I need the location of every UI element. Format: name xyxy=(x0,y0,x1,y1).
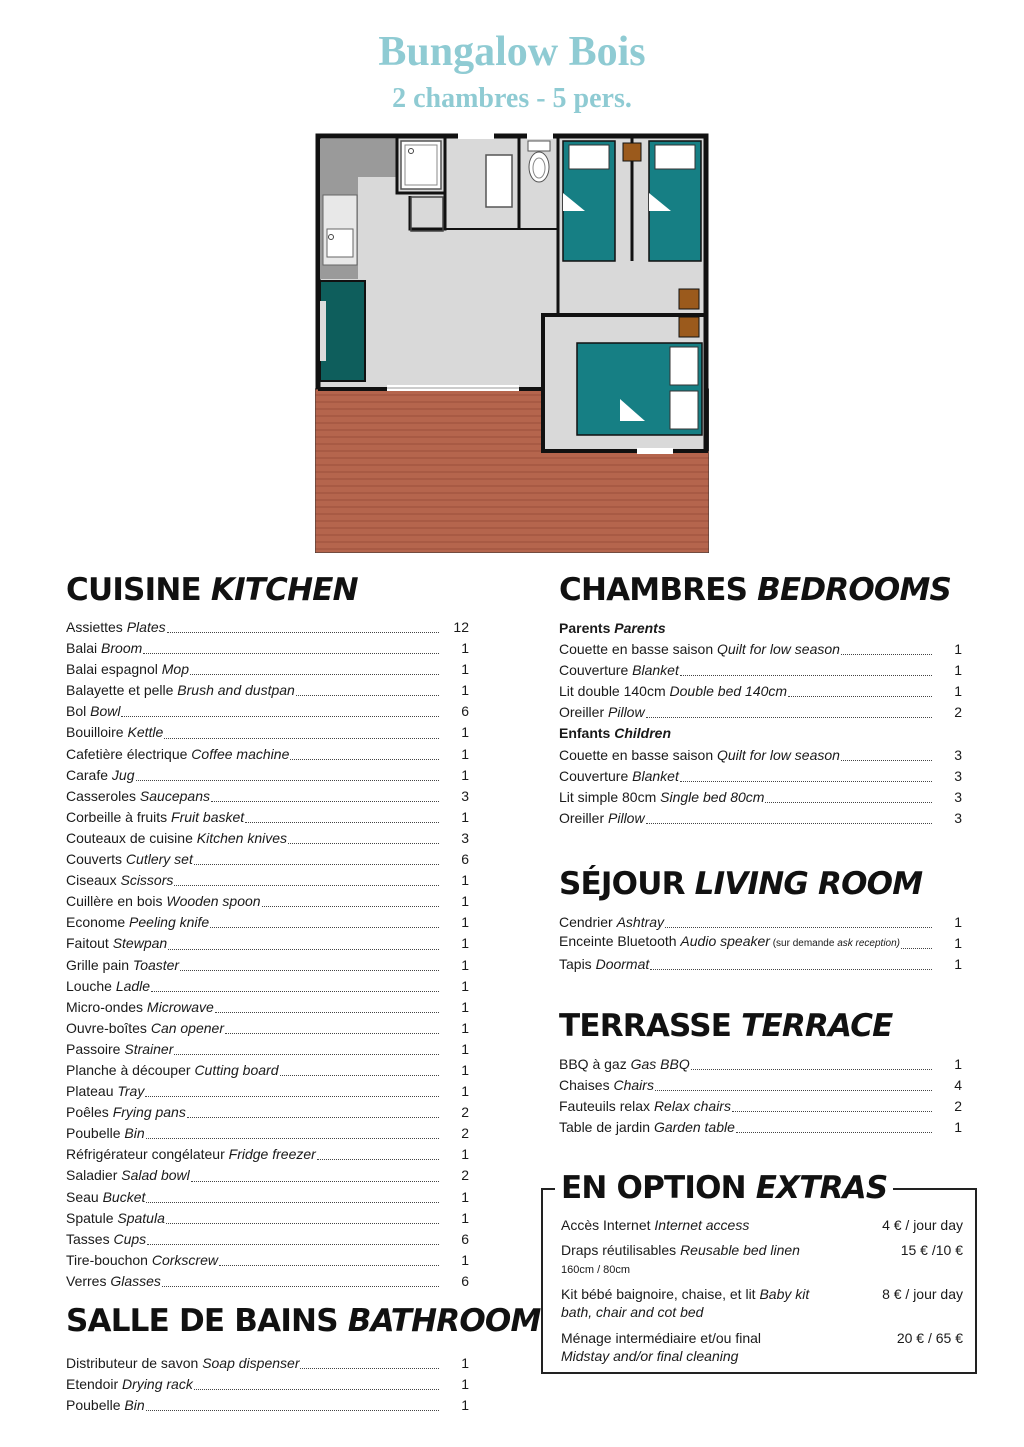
nightstand xyxy=(679,317,699,337)
item-quantity: 6 xyxy=(461,1272,469,1289)
washbasin xyxy=(486,155,512,207)
dot-leader xyxy=(187,1117,439,1118)
dot-leader xyxy=(225,1033,439,1034)
item-quantity: 1 xyxy=(461,1146,469,1163)
item-quantity: 1 xyxy=(461,745,469,762)
item-quantity: 1 xyxy=(461,1083,469,1100)
list-item xyxy=(66,891,469,912)
kitchen-heading: CUISINE KITCHEN xyxy=(66,572,358,608)
dot-leader xyxy=(765,802,932,803)
item-label: Verres Glasses xyxy=(66,1272,161,1289)
living-section xyxy=(559,866,962,975)
item-label: Cuillère en bois Wooden spoon xyxy=(66,893,261,910)
dot-leader xyxy=(143,653,439,654)
item-label: Passoire Strainer xyxy=(66,1040,174,1057)
dot-leader xyxy=(646,823,932,824)
list-item xyxy=(559,933,962,954)
item-quantity: 6 xyxy=(461,1230,469,1247)
bed-top-right xyxy=(649,141,701,261)
list-item xyxy=(66,1229,469,1250)
terrace-list xyxy=(559,1054,962,1138)
item-label: Couverts Cutlery set xyxy=(66,851,193,868)
item-label: Couverture Blanket xyxy=(559,767,679,784)
dot-leader xyxy=(167,632,439,633)
list-item xyxy=(559,1054,962,1075)
item-label: Enceinte Bluetooth Audio speaker (sur demande ask reception) xyxy=(559,933,901,950)
item-label: BBQ à gaz Gas BBQ xyxy=(559,1056,690,1072)
list-item xyxy=(66,828,469,849)
list-item xyxy=(66,997,469,1018)
bed-top-left xyxy=(563,141,615,261)
extras-price: 15 € /10 € xyxy=(900,1242,963,1258)
dot-leader xyxy=(164,738,439,739)
dot-leader xyxy=(147,1244,439,1245)
item-label: Cendrier Ashtray xyxy=(559,914,665,930)
list-item xyxy=(66,1395,469,1416)
dot-leader xyxy=(300,1368,439,1369)
item-quantity: 1 xyxy=(461,872,469,889)
list-item xyxy=(66,617,469,638)
item-quantity: 1 xyxy=(461,998,469,1015)
item-quantity: 1 xyxy=(461,1019,469,1036)
item-quantity: 1 xyxy=(461,914,469,931)
item-label: Corbeille à fruits Fruit basket xyxy=(66,808,245,825)
dot-leader xyxy=(136,780,440,781)
item-quantity: 2 xyxy=(461,1167,469,1184)
list-item xyxy=(66,1123,469,1144)
item-quantity: 1 xyxy=(461,1397,469,1414)
list-item xyxy=(66,976,469,997)
dot-leader xyxy=(146,1410,439,1411)
extras-section xyxy=(541,1170,977,1374)
item-label: Distributeur de savon Soap dispenser xyxy=(66,1355,300,1371)
list-item xyxy=(559,954,962,975)
dot-leader xyxy=(901,948,932,949)
list-item xyxy=(66,870,469,891)
item-label: Lit double 140cm Double bed 140cm xyxy=(559,683,788,700)
item-quantity: 2 xyxy=(954,704,962,721)
item-label: Oreiller Pillow xyxy=(559,809,645,826)
dot-leader xyxy=(288,843,439,844)
item-quantity: 1 xyxy=(461,1040,469,1057)
list-item xyxy=(66,638,469,659)
kitchen-section xyxy=(66,572,469,1292)
dot-leader xyxy=(665,927,932,928)
list-item xyxy=(66,1165,469,1186)
item-quantity: 4 xyxy=(954,1077,962,1094)
item-quantity: 1 xyxy=(461,1251,469,1268)
dot-leader xyxy=(691,1069,932,1070)
item-label: Cafetière électrique Coffee machine xyxy=(66,745,290,762)
list-item xyxy=(66,722,469,743)
extras-heading: EN OPTION EXTRAS xyxy=(555,1170,893,1206)
list-item xyxy=(559,745,962,766)
bedroom-group-title: Enfants Children xyxy=(559,725,672,742)
list-item xyxy=(66,1208,469,1229)
list-item xyxy=(66,1271,469,1292)
item-quantity: 1 xyxy=(461,956,469,973)
extras-row: Draps réutilisables Reusable bed linen 160cm / 80cm 15 € /10 € xyxy=(561,1242,963,1276)
list-item xyxy=(66,1102,469,1123)
item-label: Plateau Tray xyxy=(66,1083,145,1100)
item-label: Planche à découper Cutting board xyxy=(66,1061,279,1078)
cabinet xyxy=(320,281,365,381)
dot-leader xyxy=(211,801,439,802)
item-quantity: 1 xyxy=(954,914,962,930)
dot-leader xyxy=(680,781,932,782)
item-quantity: 3 xyxy=(461,787,469,804)
dot-leader xyxy=(146,1202,439,1203)
item-label: Carafe Jug xyxy=(66,766,135,783)
item-label: Poêles Frying pans xyxy=(66,1104,186,1121)
list-item xyxy=(66,765,469,786)
dot-leader xyxy=(145,1096,439,1097)
dot-leader xyxy=(290,759,439,760)
item-quantity: 1 xyxy=(461,808,469,825)
list-item xyxy=(66,1018,469,1039)
item-label: Assiettes Plates xyxy=(66,619,166,635)
dot-leader xyxy=(151,991,439,992)
dot-leader xyxy=(317,1159,439,1160)
list-item xyxy=(559,766,962,787)
item-quantity: 1 xyxy=(461,893,469,910)
list-item xyxy=(66,1374,469,1395)
dot-leader xyxy=(174,1054,439,1055)
item-label: Micro-ondes Microwave xyxy=(66,998,214,1015)
item-quantity: 1 xyxy=(954,1056,962,1072)
living-list xyxy=(559,912,962,975)
bathroom-list xyxy=(66,1353,469,1416)
list-item xyxy=(66,849,469,870)
item-label: Balayette et pelle Brush and dustpan xyxy=(66,682,295,699)
bedroom-group-list xyxy=(559,639,962,723)
item-quantity: 1 xyxy=(461,1376,469,1393)
item-label: Couette en basse saison Quilt for low season xyxy=(559,746,840,763)
dot-leader xyxy=(296,695,439,696)
list-item xyxy=(66,659,469,680)
list-item xyxy=(66,1060,469,1081)
item-quantity: 1 xyxy=(954,641,962,658)
page-subtitle: 2 chambres - 5 pers. xyxy=(392,83,632,114)
item-label: Couteaux de cuisine Kitchen knives xyxy=(66,829,288,846)
dot-leader xyxy=(191,1181,439,1182)
item-quantity: 3 xyxy=(461,829,469,846)
dot-leader xyxy=(655,1090,932,1091)
item-quantity: 3 xyxy=(954,746,962,763)
item-quantity: 1 xyxy=(461,1209,469,1226)
item-label: Poubelle Bin xyxy=(66,1397,145,1414)
item-label: Chaises Chairs xyxy=(559,1077,654,1094)
nightstand xyxy=(623,143,641,161)
terrace-heading: TERRASSE TERRACE xyxy=(559,1008,893,1044)
dot-leader xyxy=(215,1012,439,1013)
extras-price: 20 € / 65 € xyxy=(896,1330,963,1346)
item-label: Ciseaux Scissors xyxy=(66,872,174,889)
item-label: Couette en basse saison Quilt for low season xyxy=(559,641,840,658)
dot-leader xyxy=(210,927,439,928)
dot-leader xyxy=(219,1265,439,1266)
item-label: Fauteuils relax Relax chairs xyxy=(559,1098,731,1115)
item-label: Bol Bowl xyxy=(66,703,121,720)
item-quantity: 3 xyxy=(954,809,962,826)
dot-leader xyxy=(121,716,439,717)
item-quantity: 6 xyxy=(461,703,469,720)
dot-leader xyxy=(174,885,439,886)
item-quantity: 1 xyxy=(954,662,962,679)
item-label: Seau Bucket xyxy=(66,1188,146,1205)
item-quantity: 2 xyxy=(954,1098,962,1115)
list-item xyxy=(66,912,469,933)
item-label: Grille pain Toaster xyxy=(66,956,180,973)
shower xyxy=(401,141,441,189)
item-label: Ouvre-boîtes Can opener xyxy=(66,1019,224,1036)
list-item xyxy=(66,807,469,828)
dot-leader xyxy=(245,822,439,823)
item-quantity: 1 xyxy=(461,977,469,994)
item-quantity: 1 xyxy=(954,935,962,952)
kitchen-list xyxy=(66,617,469,1292)
dot-leader xyxy=(168,949,439,950)
list-item xyxy=(66,744,469,765)
bathroom-heading: SALLE DE BAINS BATHROOM xyxy=(66,1303,541,1339)
dot-leader xyxy=(190,674,439,675)
item-quantity: 1 xyxy=(954,683,962,700)
item-label: Faitout Stewpan xyxy=(66,935,168,952)
item-label: Balai espagnol Mop xyxy=(66,661,189,678)
dot-leader xyxy=(788,696,932,697)
bedroom-group-title: Parents Parents xyxy=(559,620,666,636)
dot-leader xyxy=(732,1111,932,1112)
item-quantity: 1 xyxy=(461,1188,469,1205)
dot-leader xyxy=(280,1075,440,1076)
item-quantity: 1 xyxy=(461,661,469,678)
dot-leader xyxy=(650,969,932,970)
list-item xyxy=(559,787,962,808)
item-quantity: 3 xyxy=(954,767,962,784)
item-quantity: 1 xyxy=(461,1355,469,1371)
list-item xyxy=(66,701,469,722)
dot-leader xyxy=(166,1223,439,1224)
dot-leader xyxy=(194,864,439,865)
dot-leader xyxy=(262,906,439,907)
item-quantity: 1 xyxy=(461,766,469,783)
list-item xyxy=(66,1353,469,1374)
extras-row: Ménage intermédiaire et/ou final Midstay and/or final cleaning 20 € / 65 € xyxy=(561,1330,963,1364)
bedrooms-heading: CHAMBRES BEDROOMS xyxy=(559,572,952,608)
list-item xyxy=(66,1144,469,1165)
item-quantity: 1 xyxy=(954,1119,962,1136)
list-item xyxy=(559,1117,962,1138)
double-bed xyxy=(577,343,702,435)
dot-leader xyxy=(736,1132,932,1133)
bedrooms-section xyxy=(559,572,962,829)
list-item xyxy=(559,912,962,933)
item-label: Tapis Doormat xyxy=(559,956,650,973)
list-item xyxy=(66,1081,469,1102)
extras-row: Accès Internet Internet access 4 € / jour day xyxy=(561,1217,963,1233)
item-label: Couverture Blanket xyxy=(559,662,679,679)
list-item xyxy=(559,1075,962,1096)
dot-leader xyxy=(146,1138,439,1139)
item-quantity: 1 xyxy=(461,1061,469,1078)
item-label: Table de jardin Garden table xyxy=(559,1119,735,1136)
list-item xyxy=(66,680,469,701)
terrace-section xyxy=(559,1008,962,1138)
item-label: Louche Ladle xyxy=(66,977,151,994)
extras-price: 4 € / jour day xyxy=(882,1217,963,1233)
list-item xyxy=(66,1250,469,1271)
bathroom-section xyxy=(66,1303,541,1416)
item-label: Bouilloire Kettle xyxy=(66,724,164,741)
list-item xyxy=(66,786,469,807)
list-item xyxy=(559,639,962,660)
nightstand xyxy=(679,289,699,309)
bedrooms-list xyxy=(559,618,962,829)
item-quantity: 12 xyxy=(453,619,469,635)
item-quantity: 1 xyxy=(461,640,469,657)
item-quantity: 1 xyxy=(461,682,469,699)
living-heading: SÉJOUR LIVING ROOM xyxy=(559,866,923,902)
item-label: Saladier Salad bowl xyxy=(66,1167,190,1184)
item-label: Oreiller Pillow xyxy=(559,704,645,721)
list-item xyxy=(66,933,469,954)
list-item xyxy=(559,808,962,829)
dot-leader xyxy=(680,675,932,676)
item-label: Réfrigérateur congélateur Fridge freezer xyxy=(66,1146,316,1163)
item-quantity: 1 xyxy=(954,956,962,973)
item-quantity: 2 xyxy=(461,1125,469,1142)
item-label: Balai Broom xyxy=(66,640,143,657)
floor-plan xyxy=(315,133,709,553)
item-label: Lit simple 80cm Single bed 80cm xyxy=(559,788,765,805)
dot-leader xyxy=(841,760,932,761)
item-label: Etendoir Drying rack xyxy=(66,1376,193,1393)
list-item xyxy=(559,702,962,723)
extras-note: 160cm / 80cm xyxy=(561,1264,631,1276)
item-label: Spatule Spatula xyxy=(66,1209,165,1226)
extras-row: Kit bébé baignoire, chaise, et lit Baby kit bath, chair and cot bed 8 € / jour day xyxy=(561,1286,963,1320)
page-title: Bungalow Bois xyxy=(378,29,646,75)
item-quantity: 1 xyxy=(461,724,469,741)
item-label: Poubelle Bin xyxy=(66,1125,145,1142)
item-quantity: 2 xyxy=(461,1104,469,1121)
list-item xyxy=(66,955,469,976)
item-note: (sur demande ask reception) xyxy=(772,938,901,950)
item-label: Tire-bouchon Corkscrew xyxy=(66,1251,218,1268)
item-label: Tasses Cups xyxy=(66,1230,147,1247)
dot-leader xyxy=(162,1286,439,1287)
dot-leader xyxy=(180,970,439,971)
item-label: Econome Peeling knife xyxy=(66,914,210,931)
dot-leader xyxy=(646,717,932,718)
dot-leader xyxy=(194,1389,439,1390)
toilet xyxy=(528,141,550,182)
list-item xyxy=(559,681,962,702)
list-item xyxy=(66,1039,469,1060)
list-item xyxy=(559,1096,962,1117)
list-item xyxy=(66,1187,469,1208)
item-quantity: 1 xyxy=(461,935,469,952)
item-quantity: 6 xyxy=(461,851,469,868)
item-quantity: 3 xyxy=(954,788,962,805)
extras-price: 8 € / jour day xyxy=(882,1286,963,1302)
bedroom-group-list xyxy=(559,745,962,829)
dot-leader xyxy=(841,654,932,655)
item-label: Casseroles Saucepans xyxy=(66,787,210,804)
list-item xyxy=(559,660,962,681)
